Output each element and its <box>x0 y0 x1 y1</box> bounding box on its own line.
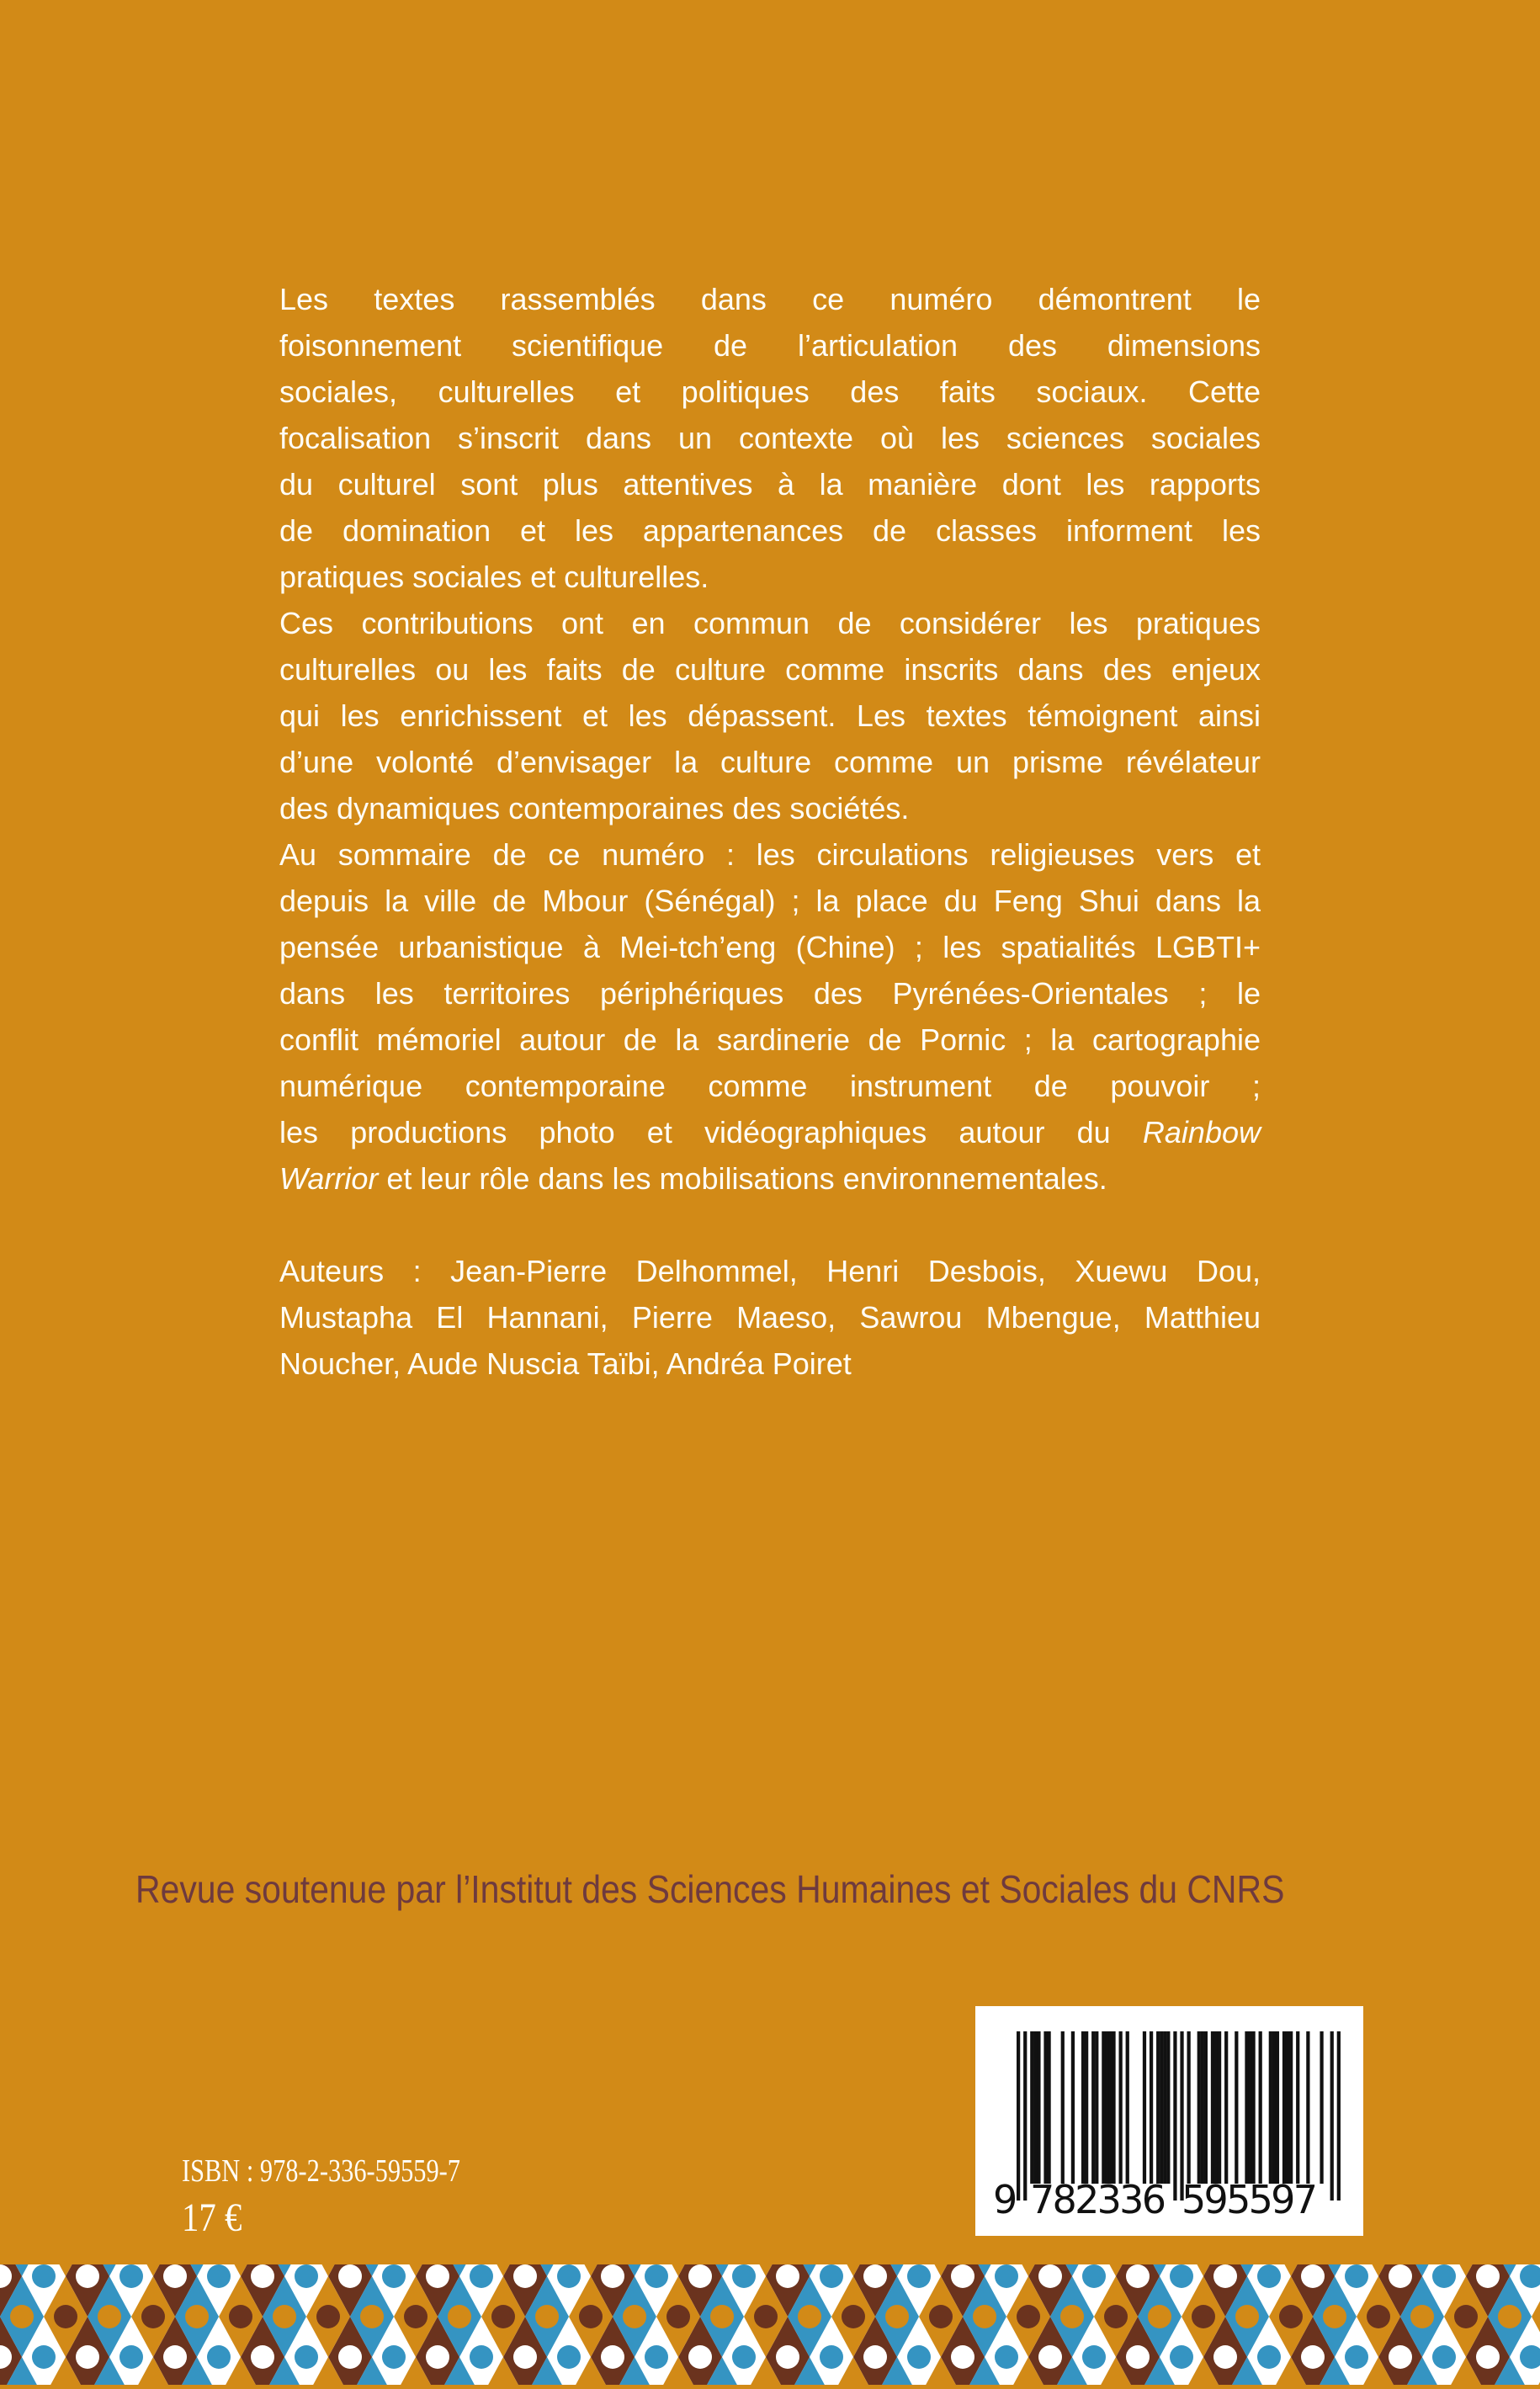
text-line <box>279 1155 1261 1202</box>
barcode-bar <box>1296 2031 1299 2184</box>
italic-title: Warrior <box>279 1161 379 1196</box>
isbn-text: ISBN : 978-2-336-59559-7 <box>182 2153 461 2189</box>
text-line: sociales, culturelles et politiques des faits sociaux. Cette <box>279 374 1261 409</box>
barcode-bar <box>1286 2031 1289 2184</box>
authors-line: Auteurs : Jean-Pierre Delhommel, Henri Desbois, Xuewu Dou, <box>279 1254 1261 1288</box>
barcode-bar <box>1289 2031 1293 2184</box>
barcode-bar <box>1330 2031 1334 2201</box>
barcode-bar <box>1085 2031 1088 2184</box>
barcode-bar <box>1166 2031 1170 2184</box>
barcode-bar <box>1105 2031 1108 2184</box>
barcode-left-digits: 782336 <box>1030 2177 1166 2222</box>
text-line: pensée urbanistique à Mei-tch’eng (Chine) ; les spatialités LGBTI+ <box>279 930 1261 964</box>
text-line: Les textes rassemblés dans ce numéro démontrent le <box>279 282 1261 316</box>
authors-line: Noucher, Aude Nuscia Taïbi, Andréa Poiret <box>279 1346 852 1381</box>
barcode-bar <box>1061 2031 1065 2184</box>
barcode-bar <box>1143 2031 1146 2184</box>
barcode-bar <box>1187 2031 1191 2184</box>
barcode-bar <box>1160 2031 1163 2184</box>
barcode <box>975 2006 1363 2236</box>
text-line: Ces contributions ont en commun de considérer les pratiques <box>279 606 1261 640</box>
text-line: conflit mémoriel autour de la sardinerie de Pornic ; la cartographie <box>279 1022 1261 1057</box>
barcode-first-digit: 9 <box>993 2177 1018 2222</box>
decorative-pattern-band <box>0 2264 1540 2385</box>
text-line: focalisation s’inscrit dans un contexte où les sciences sociales <box>279 421 1261 455</box>
text-line: foisonnement scientifique de l’articulation des dimensions <box>279 328 1261 363</box>
text-line: pratiques sociales et culturelles. <box>279 560 709 594</box>
barcode-bar <box>1282 2031 1286 2184</box>
barcode-bar <box>1071 2031 1075 2184</box>
authors-line: Mustapha El Hannani, Pierre Maeso, Sawrou Mbengue, Matthieu <box>279 1300 1261 1335</box>
text-line: dans les territoires périphériques des Pyrénées-Orientales ; le <box>279 976 1261 1011</box>
text-line: qui les enrichissent et les dépassent. Les textes témoignent ainsi <box>279 698 1261 733</box>
barcode-bar <box>1248 2031 1251 2184</box>
barcode-bar <box>1224 2031 1228 2184</box>
text-line <box>279 1109 1261 1155</box>
barcode-bar <box>1218 2031 1221 2184</box>
diamond-dot-pattern <box>0 2264 1540 2385</box>
barcode-bar <box>1245 2031 1248 2184</box>
text-line: Au sommaire de ce numéro : les circulations religieuses vers et <box>279 837 1261 872</box>
barcode-bar <box>1047 2031 1050 2184</box>
text-line: des dynamiques contemporaines des sociétés. <box>279 791 910 826</box>
barcode-bar <box>1108 2031 1112 2184</box>
text-segment: les productions photo et vidéographiques autour du <box>279 1115 1111 1149</box>
barcode-bar <box>1173 2031 1176 2201</box>
barcode-bar <box>1211 2031 1214 2184</box>
barcode-bar <box>1030 2031 1033 2184</box>
text-line: du culturel sont plus attentives à la manière dont les rapports <box>279 467 1261 502</box>
text-line: de domination et les appartenances de classes informent les <box>279 513 1261 548</box>
barcode-bar <box>1180 2031 1183 2201</box>
barcode-bar <box>1095 2031 1098 2184</box>
barcode-bar <box>1320 2031 1323 2184</box>
barcode-bar <box>1037 2031 1040 2184</box>
barcode-bar <box>1081 2031 1085 2184</box>
text-line: culturelles ou les faits de culture comme inscrits dans des enjeux <box>279 652 1261 687</box>
barcode-bar <box>1201 2031 1204 2184</box>
barcode-bar <box>1126 2031 1129 2184</box>
barcode-bar <box>1276 2031 1279 2184</box>
barcode-bar <box>1112 2031 1115 2184</box>
price-text: 17 € <box>182 2195 242 2240</box>
barcode-bar <box>1156 2031 1160 2184</box>
barcode-bar <box>1163 2031 1166 2184</box>
barcode-bar <box>1043 2031 1047 2184</box>
barcode-bar <box>1119 2031 1123 2184</box>
barcode-bar <box>1197 2031 1201 2184</box>
barcode-bar <box>1337 2031 1341 2201</box>
barcode-bar <box>1259 2031 1262 2184</box>
barcode-bar <box>1269 2031 1272 2184</box>
barcode-bar <box>1091 2031 1095 2184</box>
barcode-bar <box>1033 2031 1037 2184</box>
barcode-right-digits: 595597 <box>1182 2177 1318 2222</box>
back-cover-description <box>279 276 1261 1387</box>
barcode-bar <box>1150 2031 1153 2184</box>
barcode-bar <box>1204 2031 1208 2184</box>
barcode-bar <box>1272 2031 1276 2184</box>
barcode-bar <box>1214 2031 1218 2184</box>
italic-title: Rainbow <box>1142 1115 1261 1149</box>
barcode-bar <box>1251 2031 1255 2184</box>
barcode-bar <box>1306 2031 1309 2184</box>
barcode-bar <box>1102 2031 1105 2184</box>
barcode-bar <box>1023 2031 1027 2201</box>
barcode-bar <box>1017 2031 1020 2201</box>
text-line: d’une volonté d’envisager la culture comme un prisme révélateur <box>279 745 1261 779</box>
support-statement: Revue soutenue par l’Institut des Sciences Humaines et Sociales du CNRS <box>135 1867 1285 1911</box>
paragraph-gap <box>279 1202 1261 1248</box>
barcode-bars <box>975 2006 1363 2236</box>
text-line: depuis la ville de Mbour (Sénégal) ; la place du Feng Shui dans la <box>279 884 1261 918</box>
text-line: numérique contemporaine comme instrument de pouvoir ; <box>279 1069 1261 1103</box>
barcode-bar <box>1235 2031 1238 2184</box>
text-segment: et leur rôle dans les mobilisations environnementales. <box>378 1161 1107 1196</box>
